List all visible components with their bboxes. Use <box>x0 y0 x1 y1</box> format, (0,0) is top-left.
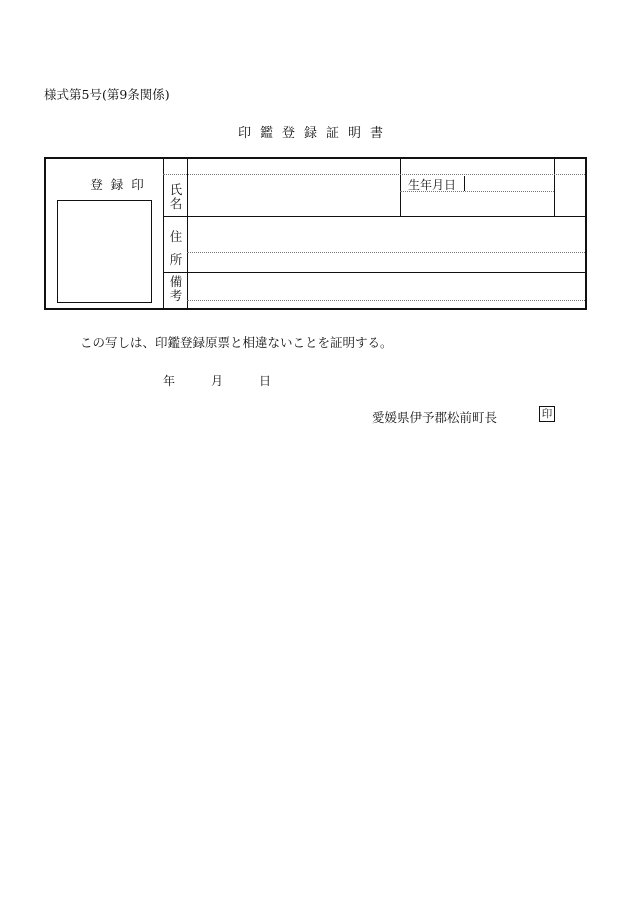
address-row-bottom <box>163 272 585 273</box>
label-column-divider <box>187 159 188 308</box>
seal-column-divider <box>163 159 164 308</box>
address-guide <box>187 252 585 253</box>
day-label: 日 <box>259 374 272 388</box>
right-column-divider <box>554 159 555 216</box>
name-label: 氏名 <box>169 182 183 211</box>
address-label: 住所 <box>169 229 183 267</box>
certification-text: この写しは、印鑑登録原票と相違ないことを証明する。 <box>80 335 393 350</box>
dob-column-divider <box>400 159 401 216</box>
month-label: 月 <box>211 374 224 388</box>
certificate-table <box>44 157 587 310</box>
remarks-label: 備考 <box>169 274 183 303</box>
issuer-name: 愛媛県伊予郡松前町長 <box>372 410 498 425</box>
dob-label: 生年月日 <box>408 178 457 192</box>
registered-seal-label: 登録印 <box>90 177 152 192</box>
name-row-bottom <box>163 216 585 217</box>
official-seal-mark: 印 <box>539 406 555 422</box>
form-number: 様式第5号(第9条関係) <box>44 87 170 102</box>
remarks-guide <box>187 300 585 301</box>
year-label: 年 <box>163 374 176 388</box>
document-title: 印鑑登録証明書 <box>237 126 392 141</box>
dob-tick <box>464 176 465 191</box>
registered-seal-box <box>57 200 152 303</box>
name-furigana-guide <box>163 174 585 175</box>
